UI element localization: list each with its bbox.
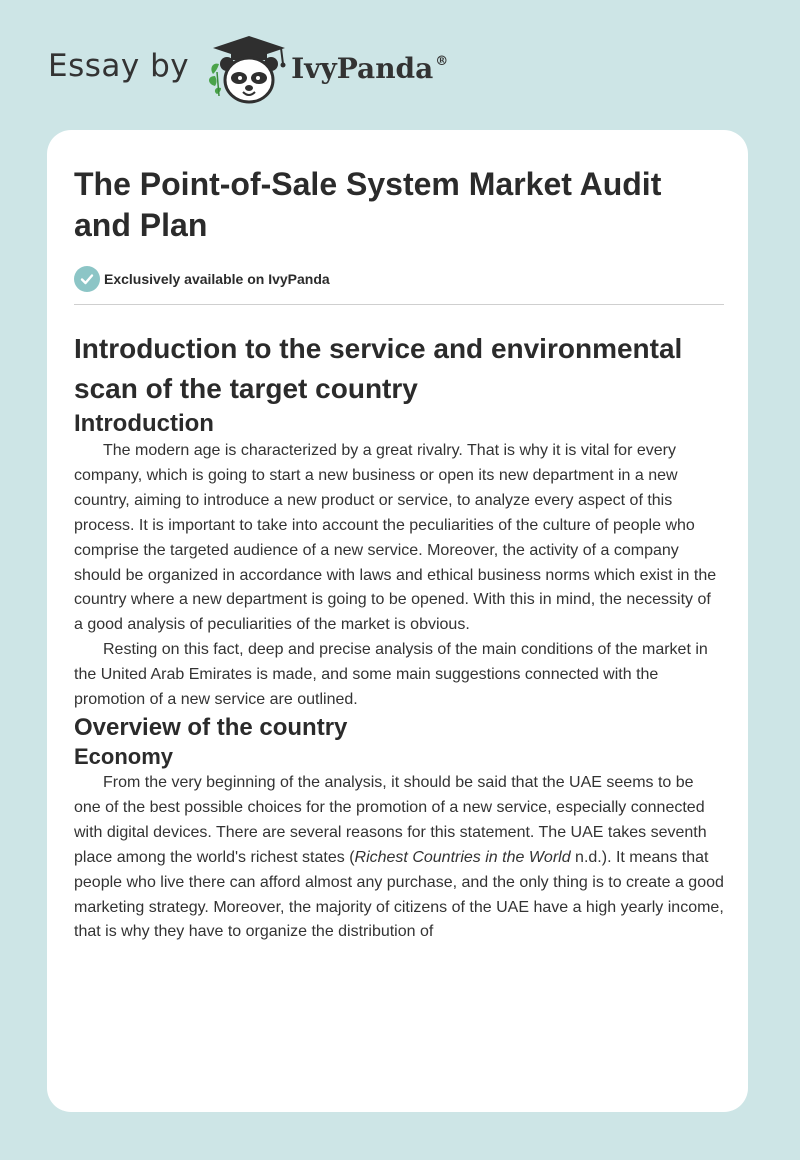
registered-mark: ®: [435, 53, 449, 69]
exclusive-label: Exclusively available on IvyPanda: [104, 271, 330, 287]
citation: Richest Countries in the World: [354, 848, 571, 866]
essay-card: [47, 130, 748, 1112]
site-header: [48, 34, 448, 106]
brand-text: IvyPanda: [291, 51, 434, 85]
essay-by-label: Essay by: [48, 48, 190, 84]
check-circle-icon: [74, 266, 100, 292]
divider: [74, 304, 724, 305]
paragraph: Resting on this fact, deep and precise analysis of the main conditions of the market in the United Arab Emirates is made, and some main suggestions connected with the promotion of a new service are outlined.: [74, 641, 708, 709]
panda-logo-icon[interactable]: [203, 34, 295, 106]
section-heading: Introduction to the service and environmental scan of the target country: [74, 333, 683, 404]
brand-name[interactable]: [291, 52, 448, 85]
exclusive-badge: [74, 266, 724, 292]
paragraph-text: n.d.). It means that people who live there can afford almost any purchase, and the only thing is to create a good marketing strategy. Moreover, the majority of citizens of the UAE have a high yearly income, that is why they have to organize the distribution of: [74, 848, 724, 941]
leaf-icon: [209, 64, 221, 96]
paragraph-text: From the very beginning of the analysis, it should be said that the UAE seems to be one of the best possible choices for the promotion of a new service, especially connected with digital devices. There are several reasons for this statement. The UAE takes seventh place among the world's richest states (: [74, 773, 707, 866]
page-title: The Point-of-Sale System Market Audit and Plan: [74, 166, 662, 243]
paragraph: [74, 771, 724, 945]
paragraph: The modern age is characterized by a great rivalry. That is why it is vital for every company, which is going to start a new business or open its new department in a new country, aiming to introduce a new product or service, to analyze every aspect of this process. It is important to take into account the peculiarities of the culture of people who comprise the targeted audience of a new service. Moreover, the activity of a company should be organized in accordance with laws and ethical business norms which exist in the country where a new department is going to be opened. With this in mind, the necessity of a good analysis of peculiarities of the market is obvious.: [74, 442, 717, 634]
introduction-heading: Introduction: [74, 410, 214, 437]
overview-heading: Overview of the country: [74, 713, 348, 741]
economy-heading: Economy: [74, 743, 174, 769]
essay-content: [74, 164, 724, 945]
